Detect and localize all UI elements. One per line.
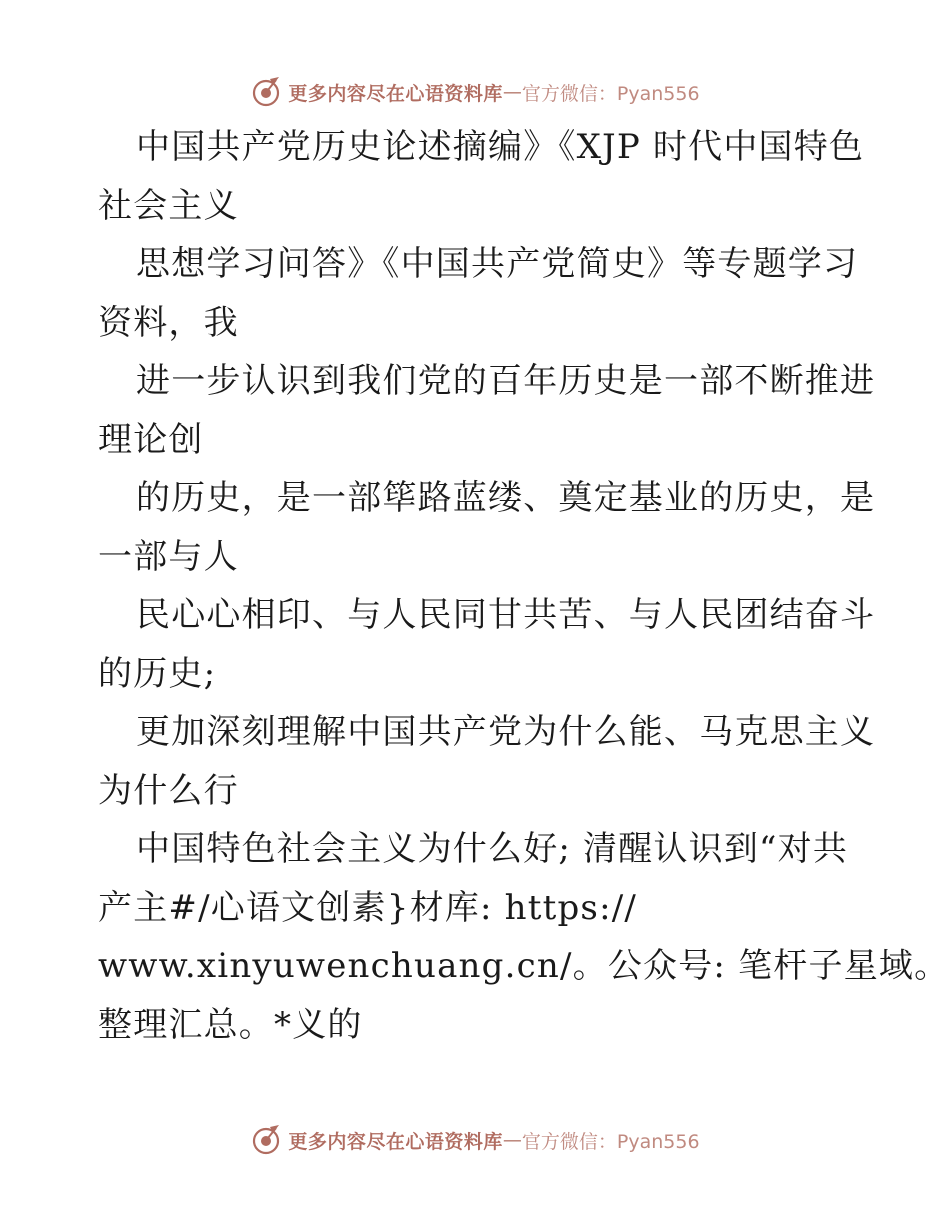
watermark-separator: — (502, 1129, 522, 1151)
text-line: 中国共产党历史论述摘编》《XJP 时代中国特色 (136, 127, 865, 167)
header-watermark (0, 72, 950, 112)
text-line: 资料，我 (98, 302, 239, 343)
footer-watermark (0, 1120, 950, 1160)
watermark-wechat: 官方微信：Pyan556 (521, 82, 700, 105)
text-line: 思想学习问答》《中国共产党简史》等专题学习 (136, 244, 859, 284)
text-line: 社会主义 (98, 185, 239, 226)
watermark-brand: 更多内容尽在心语资料库 (288, 1130, 503, 1153)
text-line: 进一步认识到我们党的百年历史是一部不断推进 (136, 361, 876, 401)
quill-logo-icon (250, 76, 282, 108)
watermark-separator: — (502, 81, 522, 103)
text-line: www.xinyuwenchuang.cn/。公众号: 笔杆子星域。 (98, 946, 950, 986)
text-line: 一部与人 (98, 536, 239, 577)
text-line: 整理汇总。*义的 (98, 1004, 363, 1045)
watermark-wechat: 官方微信：Pyan556 (521, 1130, 700, 1153)
text-line: 的历史; (98, 653, 217, 694)
text-line: 理论创 (98, 419, 204, 460)
text-line: 的历史，是一部筚路蓝缕、奠定基业的历史，是 (136, 478, 876, 518)
document-body (98, 118, 950, 1054)
text-line: 为什么行 (98, 770, 239, 811)
text-line: 产主#/心语文创素}材库: https:// (98, 887, 638, 928)
quill-logo-icon (250, 1124, 282, 1156)
text-line: 民心心相印、与人民同甘共苦、与人民团结奋斗 (136, 595, 876, 635)
text-line: 更加深刻理解中国共产党为什么能、马克思主义 (136, 712, 876, 752)
watermark-brand: 更多内容尽在心语资料库 (288, 82, 503, 105)
text-line: 中国特色社会主义为什么好; 清醒认识到“对共 (136, 829, 849, 869)
